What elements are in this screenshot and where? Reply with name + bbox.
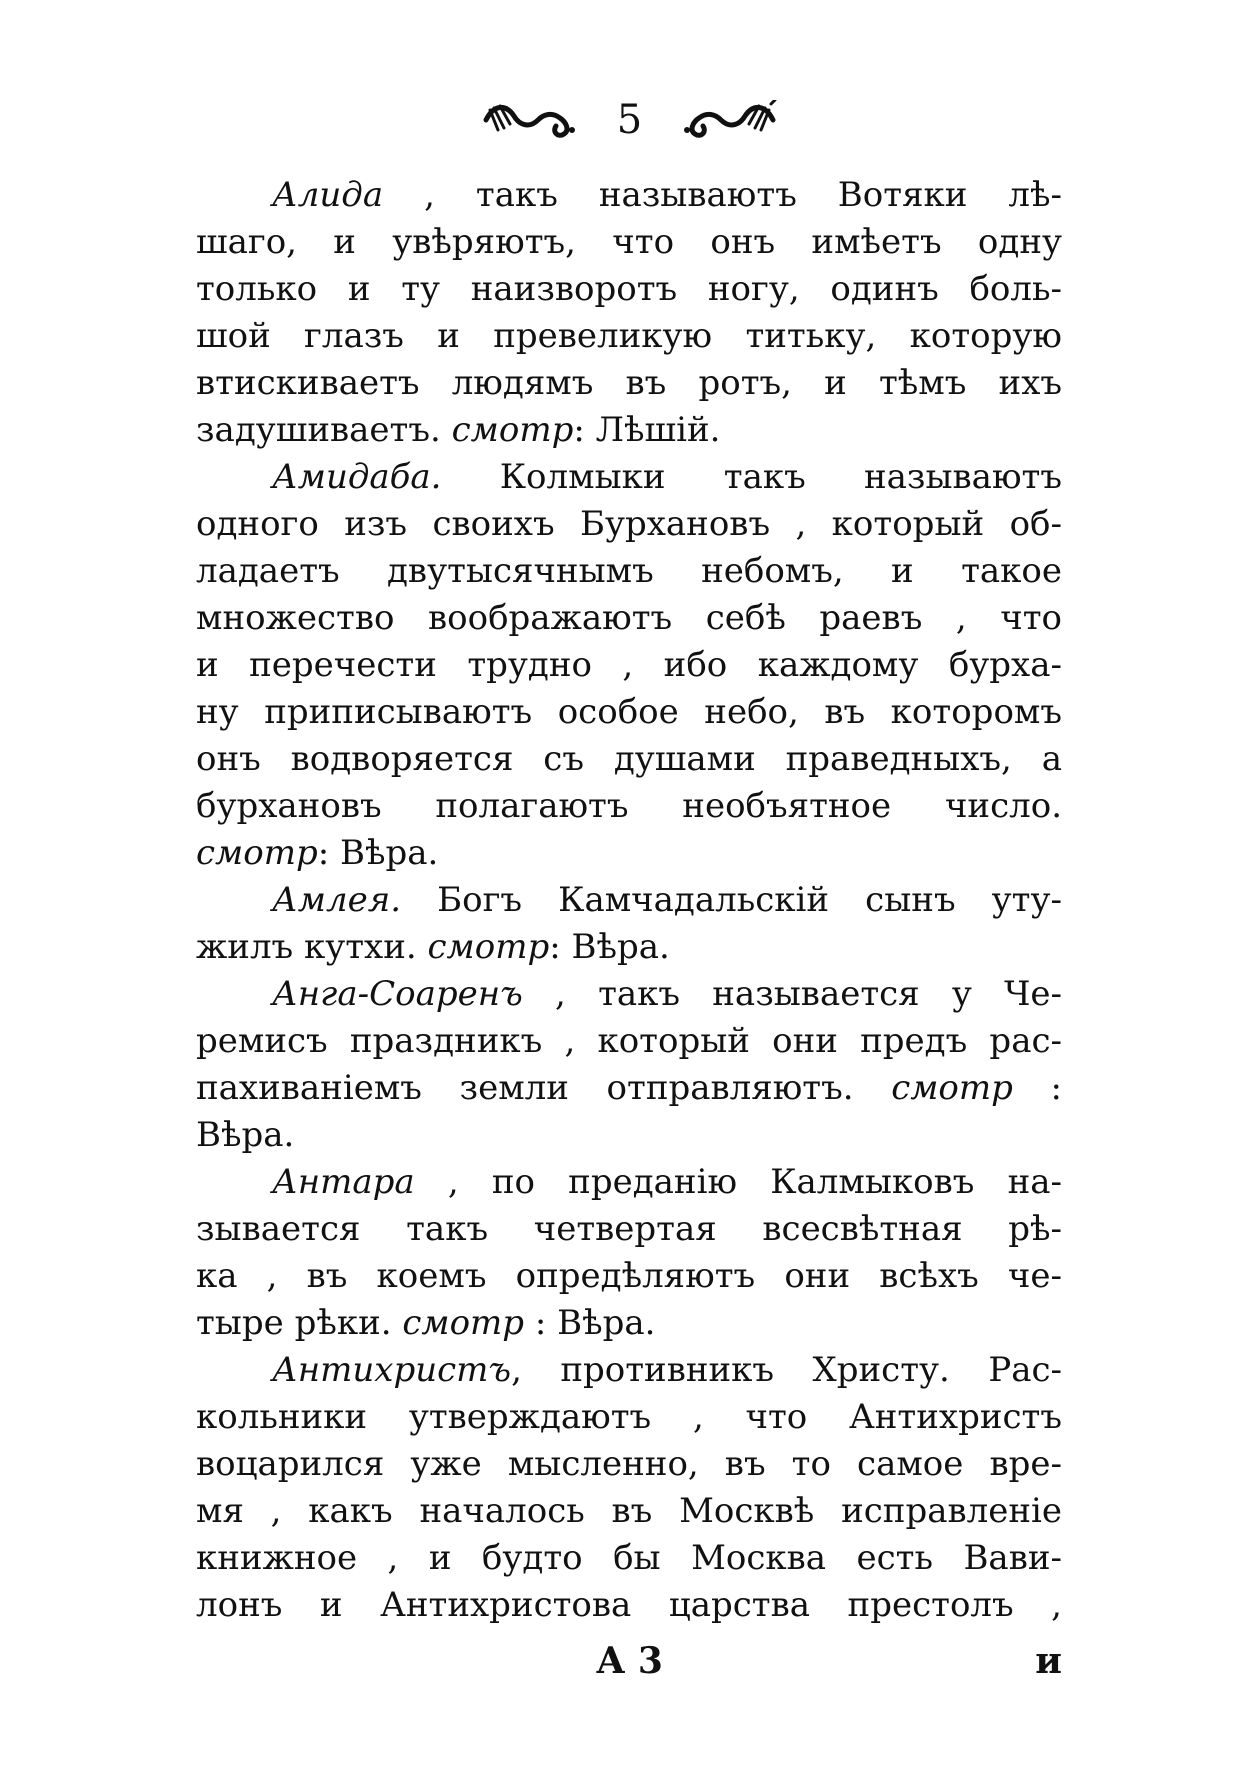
right-ornament-icon bbox=[681, 100, 779, 140]
text-run: кольники утверждаютъ , что Антихристъ bbox=[196, 1397, 1062, 1437]
italic-term: Антихристъ bbox=[272, 1350, 512, 1390]
page-number: 5 bbox=[616, 97, 643, 143]
text-line bbox=[196, 689, 1062, 736]
text-run: книжное , и будто бы Москва есть Вави- bbox=[196, 1538, 1062, 1578]
italic-term: смотр bbox=[196, 833, 318, 873]
text-line bbox=[196, 924, 1062, 971]
text-run: : Вѣра. bbox=[524, 1303, 656, 1343]
text-run: шой глазъ и превеликую титьку, которую bbox=[196, 316, 1062, 356]
text-run: жилъ кутхи. bbox=[196, 927, 428, 967]
text-run: Вѣра. bbox=[196, 1115, 295, 1155]
text-line bbox=[196, 548, 1062, 595]
text-line bbox=[196, 783, 1062, 830]
text-line bbox=[196, 1018, 1062, 1065]
text-line bbox=[196, 595, 1062, 642]
text-line bbox=[196, 1112, 1062, 1159]
italic-term: Амидаба. bbox=[272, 457, 442, 497]
italic-term: Амлея. bbox=[272, 880, 402, 920]
text-run: , противникъ Христу. Рас- bbox=[511, 1350, 1062, 1390]
text-run: пахиванiемъ земли отправляютъ. bbox=[196, 1068, 892, 1108]
text-line bbox=[196, 736, 1062, 783]
italic-term: Алида bbox=[272, 175, 384, 215]
page-header bbox=[0, 92, 1259, 145]
text-run: шаго, и увѣряютъ, что онъ имѣетъ одну bbox=[196, 222, 1062, 262]
text-line bbox=[196, 172, 1062, 219]
text-line bbox=[196, 1347, 1062, 1394]
italic-term: смотр bbox=[402, 1303, 525, 1343]
left-ornament-icon bbox=[480, 100, 578, 140]
italic-term: смотр bbox=[427, 927, 550, 967]
text-run: , такъ называютъ Вотяки лѣ- bbox=[383, 175, 1062, 215]
text-run: одного изъ своихъ Бурхановъ , который об- bbox=[196, 504, 1062, 544]
text-line bbox=[196, 501, 1062, 548]
text-run: только и ту наизворотъ ногу, одинъ боль- bbox=[196, 269, 1062, 309]
text-line bbox=[196, 1206, 1062, 1253]
text-run: Богъ Камчадальскiй сынъ уту- bbox=[401, 880, 1062, 920]
text-run: бурхановъ полагаютъ необъятное число. bbox=[196, 786, 1062, 826]
text-line bbox=[196, 1582, 1062, 1629]
text-line bbox=[196, 971, 1062, 1018]
text-line bbox=[196, 1488, 1062, 1535]
text-run: : Вѣра. bbox=[317, 833, 439, 873]
italic-term: смотр bbox=[451, 410, 574, 450]
text-run: лонъ и Антихристова царства престолъ , bbox=[196, 1585, 1062, 1625]
text-line bbox=[196, 1300, 1062, 1347]
text-line bbox=[196, 1065, 1062, 1112]
text-run: онъ водворяется съ душами праведныхъ, а bbox=[196, 739, 1062, 779]
text-run: тыре рѣки. bbox=[196, 1303, 403, 1343]
text-run: ладаетъ двутысячнымъ небомъ, и такое bbox=[196, 551, 1062, 591]
text-run: ка , въ коемъ опредѣляютъ они всѣхъ че- bbox=[196, 1256, 1062, 1296]
text-run: : Лѣшiй. bbox=[573, 410, 721, 450]
text-line bbox=[196, 830, 1062, 877]
text-line bbox=[196, 1159, 1062, 1206]
text-run: Колмыки такъ называютъ bbox=[441, 457, 1062, 497]
catchword: и bbox=[1035, 1640, 1062, 1682]
text-run: : Вѣра. bbox=[549, 927, 670, 967]
text-run: , такъ называется у Че- bbox=[522, 974, 1062, 1014]
signature-mark: А 3 bbox=[596, 1640, 663, 1682]
text-line bbox=[196, 642, 1062, 689]
text-line bbox=[196, 1394, 1062, 1441]
italic-term: Анга-Соаренъ bbox=[272, 974, 523, 1014]
page-footer bbox=[196, 1640, 1062, 1690]
text-run: мя , какъ началось въ Москвѣ исправленiе bbox=[196, 1491, 1062, 1531]
text-line bbox=[196, 407, 1062, 454]
text-run: ну приписываютъ особое небо, въ которомъ bbox=[196, 692, 1062, 732]
italic-term: Антара bbox=[272, 1162, 415, 1202]
text-line bbox=[196, 1441, 1062, 1488]
text-line bbox=[196, 313, 1062, 360]
text-run: втискиваетъ людямъ въ ротъ, и тѣмъ ихъ bbox=[196, 363, 1062, 403]
text-line bbox=[196, 454, 1062, 501]
text-line bbox=[196, 219, 1062, 266]
text-run: множество воображаютъ себѣ раевъ , что bbox=[196, 598, 1062, 638]
text-line bbox=[196, 1535, 1062, 1582]
text-line bbox=[196, 1253, 1062, 1300]
text-run: : bbox=[1012, 1068, 1062, 1108]
text-line bbox=[196, 266, 1062, 313]
text-run: и перечести трудно , ибо каждому бурха- bbox=[196, 645, 1062, 685]
text-run: зывается такъ четвертая всесвѣтная рѣ- bbox=[196, 1209, 1062, 1249]
italic-term: смотр bbox=[891, 1068, 1013, 1108]
text-run: задушиваетъ. bbox=[196, 410, 452, 450]
text-run: воцарился уже мысленно, въ то самое вре- bbox=[196, 1444, 1062, 1484]
text-line bbox=[196, 877, 1062, 924]
text-line bbox=[196, 360, 1062, 407]
text-run: , по преданiю Калмыковъ на- bbox=[414, 1162, 1062, 1202]
text-run: ремисъ праздникъ , который они предъ рас- bbox=[196, 1021, 1062, 1061]
body-text bbox=[196, 172, 1062, 1629]
